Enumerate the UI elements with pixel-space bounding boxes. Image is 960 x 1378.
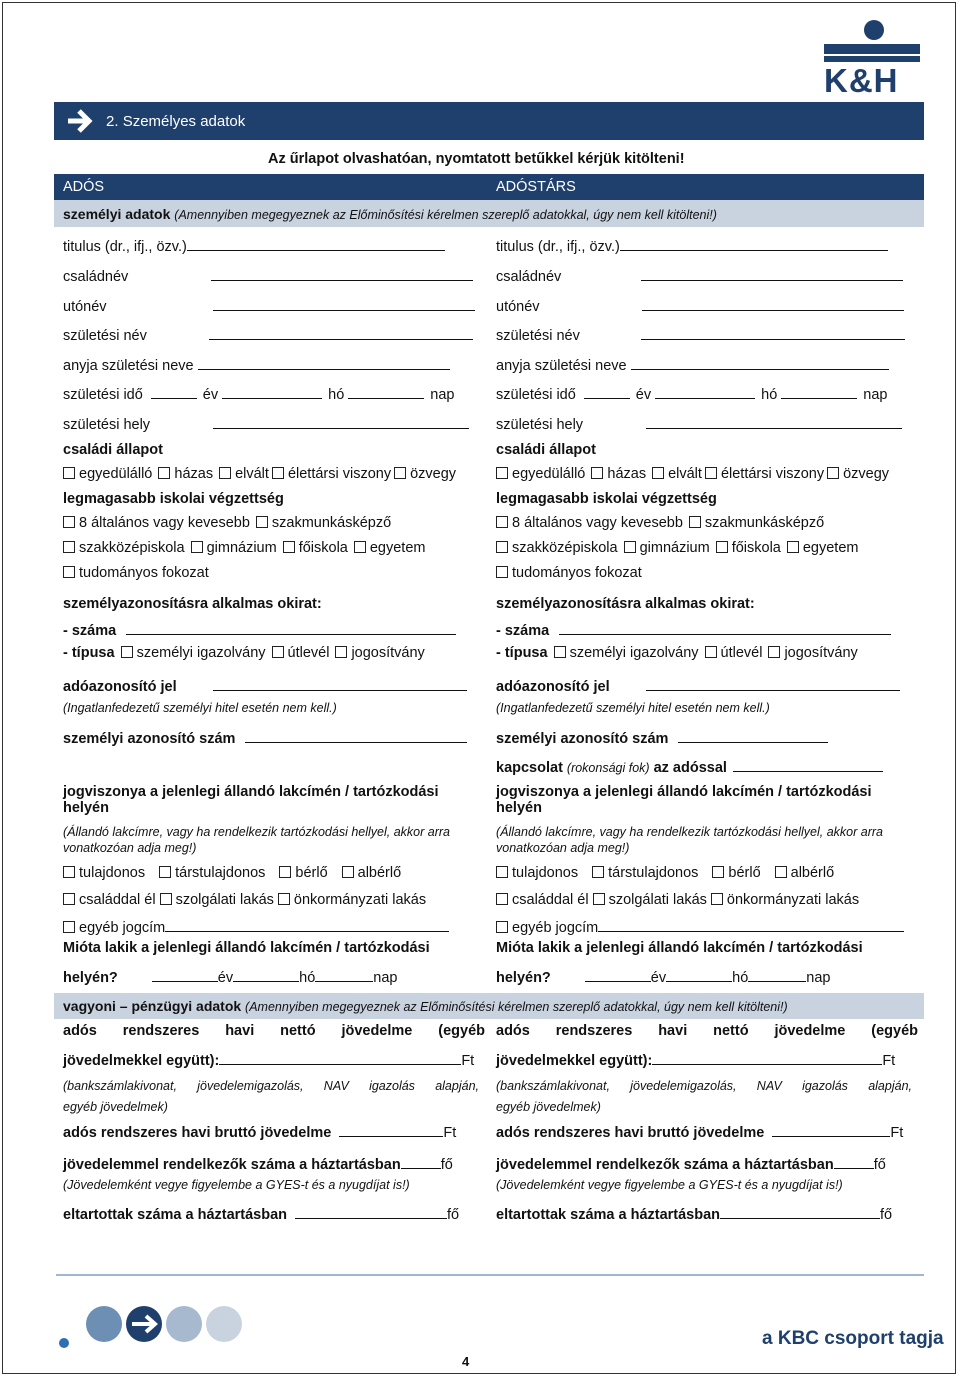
logo-text: K&H xyxy=(824,62,899,99)
hazas-label: házas xyxy=(607,466,647,482)
miota-ho-label: hó xyxy=(299,970,316,986)
vegzettseg-options-1 xyxy=(496,515,824,531)
elvalt-checkbox[interactable] xyxy=(219,467,231,479)
jovedelemmel-label: jövedelemmel rendelkezők száma a háztartásban xyxy=(496,1157,834,1173)
alberlo-checkbox[interactable] xyxy=(775,866,787,878)
miota-ev-input[interactable] xyxy=(152,967,218,982)
onkormanyzati-label: önkormányzati lakás xyxy=(293,892,427,908)
egyedulallo-label: egyedülálló xyxy=(512,466,586,482)
szemelyi-ig-checkbox[interactable] xyxy=(121,646,133,658)
brutto-row xyxy=(63,1122,456,1141)
szolgalati-checkbox[interactable] xyxy=(160,893,172,905)
netto-note-row-2 xyxy=(496,1099,601,1115)
szakkozep-checkbox[interactable] xyxy=(63,541,75,553)
szuletesi-ho-input[interactable] xyxy=(655,384,755,399)
netto-input[interactable] xyxy=(652,1050,882,1065)
alberlo-label: albérlő xyxy=(357,865,402,881)
adoazonosito-note: (Ingatlanfedezetű személyi hitel esetén nem kell.) xyxy=(496,701,770,715)
utonev-input[interactable] xyxy=(213,296,475,311)
szemelyi-azon-label: személyi azonosító szám xyxy=(63,731,236,747)
vegzettseg-row xyxy=(63,491,284,507)
szolgalati-label: szolgálati lakás xyxy=(175,892,274,908)
titulus-row xyxy=(496,236,888,255)
anyja-input[interactable] xyxy=(198,355,450,370)
szuletesi-ido-label: születési idő xyxy=(63,387,143,403)
jogositvany-label: jogosítvány xyxy=(351,645,425,661)
utonev-label: utónév xyxy=(496,299,540,315)
miota-ev-input[interactable] xyxy=(585,967,651,982)
kapcsolat-post: az adóssal xyxy=(653,760,727,776)
jovedelemmel-label: jövedelemmel rendelkezők száma a háztartásban xyxy=(63,1157,401,1173)
okirat-szama-row xyxy=(63,620,456,639)
miota-label: Mióta lakik a jelenlegi állandó lakcímén / tartózkodási xyxy=(496,940,863,956)
helyen-row xyxy=(63,967,397,986)
netto-row-1 xyxy=(496,1023,918,1039)
okirat-szama-row xyxy=(496,620,891,639)
csaladnev-row xyxy=(496,266,903,285)
csaladdal-label: családdal él xyxy=(79,892,156,908)
szuletesi-nap-input[interactable] xyxy=(781,384,857,399)
anyja-label: anyja születési neve xyxy=(496,358,627,374)
hazas-label: házas xyxy=(174,466,214,482)
csaladdal-checkbox[interactable] xyxy=(496,893,508,905)
egyetem-label: egyetem xyxy=(802,540,859,556)
kapcsolat-input[interactable] xyxy=(733,757,883,772)
egyedulallo-checkbox[interactable] xyxy=(496,467,508,479)
elvalt-label: elvált xyxy=(668,466,702,482)
berlo-checkbox[interactable] xyxy=(712,866,724,878)
tarstulajdonos-checkbox[interactable] xyxy=(592,866,604,878)
brutto-row xyxy=(496,1122,903,1141)
egyedulallo-label: egyedülálló xyxy=(79,466,153,482)
szuletesi-ev-input[interactable] xyxy=(151,384,197,399)
jovedelemmel-row xyxy=(63,1154,453,1173)
csaladi-allapot-options xyxy=(496,466,889,482)
szuletesi-hely-label: születési hely xyxy=(496,417,584,433)
miota-nap-input[interactable] xyxy=(748,967,806,982)
footer-tagline: a KBC csoport tagja xyxy=(762,1328,944,1349)
party-header-bar xyxy=(54,174,924,200)
szakkozep-label: szakközépiskola xyxy=(512,540,618,556)
ho-label: hó xyxy=(328,387,345,403)
kapcsolat-label: kapcsolat xyxy=(496,760,563,776)
instruction-text: Az űrlapot olvashatóan, nyomtatott betűkkel kérjük kitölteni! xyxy=(268,151,685,167)
miota-row xyxy=(496,940,863,956)
hazas-checkbox[interactable] xyxy=(591,467,603,479)
brutto-ft: Ft xyxy=(443,1125,457,1141)
vegzettseg-options-1 xyxy=(63,515,391,531)
tarstulajdonos-checkbox[interactable] xyxy=(159,866,171,878)
szakmunkas-label: szakmunkásképző xyxy=(704,515,825,531)
kapcsolat-note: (rokonsági fok) xyxy=(566,761,650,775)
netto-row-2 xyxy=(496,1050,895,1069)
szuletesi-nev-row xyxy=(496,325,905,344)
gimnazium-label: gimnázium xyxy=(639,540,710,556)
szuletesi-ido-label: születési idő xyxy=(496,387,576,403)
utonev-label: utónév xyxy=(63,299,107,315)
vegzettseg-options-3 xyxy=(496,565,642,581)
szuletesi-nev-input[interactable] xyxy=(209,325,473,340)
utlevel-label: útlevél xyxy=(287,645,330,661)
titulus-label: titulus (dr., ifj., özv.) xyxy=(63,239,187,255)
szama-label: - száma xyxy=(496,623,550,639)
szakkozep-checkbox[interactable] xyxy=(496,541,508,553)
netto-label-1: adós rendszeres havi nettó jövedelme (egyéb xyxy=(496,1023,918,1039)
eltartottak-label: eltartottak száma a háztartásban xyxy=(63,1207,288,1223)
egyetem-checkbox[interactable] xyxy=(787,541,799,553)
kapcsolat-row xyxy=(496,757,883,776)
csaladi-allapot-row xyxy=(63,442,163,458)
netto-label-1: adós rendszeres havi nettó jövedelme (egyéb xyxy=(63,1023,485,1039)
csaladdal-checkbox[interactable] xyxy=(63,893,75,905)
vegzettseg-row xyxy=(496,491,717,507)
utonev-row xyxy=(496,296,904,315)
miota-ho-label: hó xyxy=(732,970,749,986)
szuletesi-hely-input[interactable] xyxy=(646,414,902,429)
anyja-row xyxy=(63,355,450,374)
elettarsi-label: élettársi viszony xyxy=(720,466,825,482)
szemelyi-ig-checkbox[interactable] xyxy=(554,646,566,658)
ozvegy-checkbox[interactable] xyxy=(827,467,839,479)
szuletesi-nev-input[interactable] xyxy=(641,325,905,340)
onkormanyzati-checkbox[interactable] xyxy=(711,893,723,905)
eltartottak-row xyxy=(63,1204,459,1223)
eltartottak-label: eltartottak száma a háztartásban xyxy=(496,1207,721,1223)
szemelyi-azon-input[interactable] xyxy=(245,728,467,743)
szuletesi-nev-row xyxy=(63,325,473,344)
netto-label-2: jövedelmekkel együtt): xyxy=(63,1053,220,1069)
brutto-ft: Ft xyxy=(890,1125,904,1141)
adoazonosito-row xyxy=(496,676,900,695)
elettarsi-checkbox[interactable] xyxy=(705,467,717,479)
gimnazium-checkbox[interactable] xyxy=(624,541,636,553)
adostars-header: ADÓSTÁRS xyxy=(496,179,576,195)
okirat-tipusa-row xyxy=(496,645,858,661)
szuletesi-ido-row xyxy=(496,384,887,403)
helyen-label: helyén? xyxy=(63,970,118,986)
csaladnev-input[interactable] xyxy=(641,266,903,281)
footer-divider xyxy=(56,1274,924,1276)
gyes-note: (Jövedelemként vegye figyelembe a GYES-t és a nyugdíjat is!) xyxy=(496,1178,843,1192)
tarstulajdonos-label: társtulajdonos xyxy=(608,865,699,881)
personal-band-note: (Amennyiben megegyeznek az Előminősítési kérelmen szereplő adatokkal, úgy nem kell kitölteni!) xyxy=(174,208,717,222)
jogviszony-label: jogviszonya a jelenlegi állandó lakcímén / tartózkodási helyén xyxy=(496,784,872,816)
tulajdonos-checkbox[interactable] xyxy=(63,866,75,878)
utonev-input[interactable] xyxy=(642,296,904,311)
vegzettseg-options-2 xyxy=(63,540,425,556)
adoazonosito-row xyxy=(63,676,467,695)
szolgalati-checkbox[interactable] xyxy=(593,893,605,905)
tulajdonos-label: tulajdonos xyxy=(79,865,146,881)
egyeb-jogcim-row xyxy=(63,917,449,936)
alberlo-checkbox[interactable] xyxy=(342,866,354,878)
csaladi-allapot-row xyxy=(496,442,596,458)
eltartottak-fo: fő xyxy=(447,1207,460,1223)
miota-ho-input[interactable] xyxy=(666,967,732,982)
csaladdal-label: családdal él xyxy=(512,892,589,908)
ev-label: év xyxy=(202,387,219,403)
brutto-label: adós rendszeres havi bruttó jövedelme xyxy=(63,1125,332,1141)
egyeb-jogcim-checkbox[interactable] xyxy=(496,921,508,933)
vegzettseg-label: legmagasabb iskolai végzettség xyxy=(496,491,717,507)
netto-note-row-1 xyxy=(63,1078,479,1094)
netto-label-2: jövedelmekkel együtt): xyxy=(496,1053,653,1069)
personal-band xyxy=(54,200,924,227)
szuletesi-hely-label: születési hely xyxy=(63,417,151,433)
jogviszony-note: (Állandó lakcímre, vagy ha rendelkezik tartózkodási hellyel, akkor arra vonatkozóan adja meg!) xyxy=(63,825,450,855)
elettarsi-checkbox[interactable] xyxy=(272,467,284,479)
tulajdonos-checkbox[interactable] xyxy=(496,866,508,878)
kh-logo xyxy=(822,18,922,98)
netto-note-2: egyéb jövedelmek) xyxy=(496,1100,601,1114)
csaladi-allapot-label: családi állapot xyxy=(63,442,163,458)
jogositvany-label: jogosítvány xyxy=(784,645,858,661)
egyedulallo-checkbox[interactable] xyxy=(63,467,75,479)
foiskola-checkbox[interactable] xyxy=(716,541,728,553)
csaladi-allapot-options xyxy=(63,466,456,482)
csaladnev-input[interactable] xyxy=(211,266,473,281)
szakkozep-label: szakközépiskola xyxy=(79,540,185,556)
brutto-label: adós rendszeres havi bruttó jövedelme xyxy=(496,1125,765,1141)
jogviszony-options-1 xyxy=(496,865,834,881)
elvalt-checkbox[interactable] xyxy=(652,467,664,479)
gyes-note-row xyxy=(63,1177,410,1193)
tudomanyos-checkbox[interactable] xyxy=(496,566,508,578)
okirat-tipusa-row xyxy=(63,645,425,661)
berlo-label: bérlő xyxy=(295,865,328,881)
egyetem-checkbox[interactable] xyxy=(354,541,366,553)
jogviszony-options-2 xyxy=(63,892,426,908)
adoazonosito-label: adóazonosító jel xyxy=(496,679,610,695)
netto-note-row-2 xyxy=(63,1099,168,1115)
szakmunkas-label: szakmunkásképző xyxy=(271,515,392,531)
ozvegy-label: özvegy xyxy=(410,466,457,482)
foiskola-label: főiskola xyxy=(731,540,781,556)
altalanos-label: 8 általános vagy kevesebb xyxy=(79,515,250,531)
netto-ft: Ft xyxy=(882,1053,896,1069)
egyeb-jogcim-row xyxy=(496,917,904,936)
szuletesi-nev-label: születési név xyxy=(63,328,147,344)
miota-nap-label: nap xyxy=(806,970,831,986)
brutto-input[interactable] xyxy=(339,1122,443,1137)
eltartottak-fo: fő xyxy=(880,1207,893,1223)
helyen-label: helyén? xyxy=(496,970,551,986)
netto-input[interactable] xyxy=(219,1050,461,1065)
elvalt-label: elvált xyxy=(235,466,269,482)
vegzettseg-options-3 xyxy=(63,565,209,581)
netto-ft: Ft xyxy=(461,1053,475,1069)
szama-label: - száma xyxy=(63,623,117,639)
utonev-row xyxy=(63,296,475,315)
titulus-input[interactable] xyxy=(187,236,445,251)
alberlo-label: albérlő xyxy=(790,865,835,881)
tulajdonos-label: tulajdonos xyxy=(512,865,579,881)
egyetem-label: egyetem xyxy=(369,540,426,556)
okirat-label: személyazonosításra alkalmas okirat: xyxy=(496,596,755,612)
szemelyi-azon-label: személyi azonosító szám xyxy=(496,731,669,747)
financial-band xyxy=(54,993,924,1019)
titulus-label: titulus (dr., ifj., özv.) xyxy=(496,239,620,255)
adoazonosito-note: (Ingatlanfedezetű személyi hitel esetén nem kell.) xyxy=(63,701,337,715)
miota-row xyxy=(63,940,430,956)
szuletesi-hely-row xyxy=(63,414,469,433)
foiskola-checkbox[interactable] xyxy=(283,541,295,553)
anyja-label: anyja születési neve xyxy=(63,358,194,374)
vegzettseg-options-2 xyxy=(496,540,858,556)
szemelyi-ig-label: személyi igazolvány xyxy=(136,645,266,661)
arrow-right-icon xyxy=(66,108,94,138)
tipusa-label: - típusa xyxy=(63,645,115,661)
szuletesi-ev-input[interactable] xyxy=(584,384,630,399)
jogviszony-note-row xyxy=(496,824,914,856)
personal-band-label: személyi adatok xyxy=(63,206,171,222)
eltartottak-input[interactable] xyxy=(720,1204,880,1219)
miota-nap-input[interactable] xyxy=(315,967,373,982)
elettarsi-label: élettársi viszony xyxy=(287,466,392,482)
okirat-szama-input[interactable] xyxy=(559,620,891,635)
section-number: 2. xyxy=(106,113,119,130)
ho-label: hó xyxy=(761,387,778,403)
szolgalati-label: szolgálati lakás xyxy=(608,892,707,908)
jogviszony-options-1 xyxy=(63,865,401,881)
miota-ev-label: év xyxy=(217,970,234,986)
szuletesi-nev-label: születési név xyxy=(496,328,580,344)
szuletesi-hely-input[interactable] xyxy=(213,414,469,429)
jogositvany-checkbox[interactable] xyxy=(335,646,347,658)
csaladnev-label: családnév xyxy=(63,269,129,285)
jogviszony-note-row xyxy=(63,824,481,856)
foiskola-label: főiskola xyxy=(298,540,348,556)
csaladi-allapot-label: családi állapot xyxy=(496,442,596,458)
csaladnev-label: családnév xyxy=(496,269,562,285)
jogviszony-note: (Állandó lakcímre, vagy ha rendelkezik tartózkodási hellyel, akkor arra vonatkozóan adja meg!) xyxy=(496,825,883,855)
anyja-input[interactable] xyxy=(631,355,889,370)
titulus-input[interactable] xyxy=(620,236,888,251)
netto-note-1: (bankszámlakivonat, jövedelemigazolás, NAV igazolás alapján, xyxy=(63,1079,479,1093)
page-number: 4 xyxy=(462,1354,470,1369)
miota-label: Mióta lakik a jelenlegi állandó lakcímén / tartózkodási xyxy=(63,940,430,956)
onkormanyzati-checkbox[interactable] xyxy=(278,893,290,905)
vegzettseg-label: legmagasabb iskolai végzettség xyxy=(63,491,284,507)
szemelyi-azon-row xyxy=(496,728,828,747)
okirat-row xyxy=(63,596,322,612)
miota-ho-input[interactable] xyxy=(233,967,299,982)
ev-label: év xyxy=(635,387,652,403)
jovedelemmel-fo: fő xyxy=(440,1157,453,1173)
egyeb-jogcim-input[interactable] xyxy=(598,917,904,932)
okirat-row xyxy=(496,596,755,612)
jovedelemmel-input[interactable] xyxy=(834,1154,874,1169)
gyes-note-row xyxy=(496,1177,843,1193)
jogviszony-label: jogviszonya a jelenlegi állandó lakcímén / tartózkodási helyén xyxy=(63,784,439,816)
helyen-row xyxy=(496,967,830,986)
nap-label: nap xyxy=(430,387,455,403)
szemelyi-ig-label: személyi igazolvány xyxy=(569,645,699,661)
eltartottak-row xyxy=(496,1204,892,1223)
utlevel-label: útlevél xyxy=(720,645,763,661)
utlevel-checkbox[interactable] xyxy=(272,646,284,658)
utlevel-checkbox[interactable] xyxy=(705,646,717,658)
titulus-row xyxy=(63,236,445,255)
tudomanyos-checkbox[interactable] xyxy=(63,566,75,578)
tudomanyos-label: tudományos fokozat xyxy=(79,565,209,581)
szuletesi-hely-row xyxy=(496,414,902,433)
adoazonosito-note-row xyxy=(496,700,770,716)
altalanos-checkbox[interactable] xyxy=(63,516,75,528)
ozvegy-label: özvegy xyxy=(843,466,890,482)
onkormanyzati-label: önkormányzati lakás xyxy=(726,892,860,908)
altalanos-checkbox[interactable] xyxy=(496,516,508,528)
egyeb-jogcim-label: egyéb jogcím xyxy=(512,920,599,936)
csaladnev-row xyxy=(63,266,473,285)
netto-note-1: (bankszámlakivonat, jövedelemigazolás, NAV igazolás alapján, xyxy=(496,1079,912,1093)
adoazonosito-input[interactable] xyxy=(213,676,467,691)
szemelyi-azon-input[interactable] xyxy=(678,728,828,743)
jovedelemmel-row xyxy=(496,1154,886,1173)
egyeb-jogcim-input[interactable] xyxy=(165,917,449,932)
ados-header: ADÓS xyxy=(63,179,105,195)
jogositvany-checkbox[interactable] xyxy=(768,646,780,658)
section-title: Személyes adatok xyxy=(122,113,246,130)
okirat-label: személyazonosításra alkalmas okirat: xyxy=(63,596,322,612)
nap-label: nap xyxy=(863,387,888,403)
financial-band-label: vagyoni – pénzügyi adatok xyxy=(63,998,242,1014)
anyja-row xyxy=(496,355,889,374)
jogviszony-options-2 xyxy=(496,892,859,908)
miota-nap-label: nap xyxy=(373,970,398,986)
egyeb-jogcim-label: egyéb jogcím xyxy=(79,920,166,936)
footer-nav-icons xyxy=(56,1302,256,1356)
altalanos-label: 8 általános vagy kevesebb xyxy=(512,515,683,531)
adoazonosito-label: adóazonosító jel xyxy=(63,679,177,695)
netto-row-1 xyxy=(63,1023,485,1039)
szakmunkas-checkbox[interactable] xyxy=(256,516,268,528)
netto-note-2: egyéb jövedelmek) xyxy=(63,1100,168,1114)
gimnazium-checkbox[interactable] xyxy=(191,541,203,553)
eltartottak-input[interactable] xyxy=(295,1204,447,1219)
adoazonosito-note-row xyxy=(63,700,337,716)
tipusa-label: - típusa xyxy=(496,645,548,661)
tudomanyos-label: tudományos fokozat xyxy=(512,565,642,581)
szuletesi-nap-input[interactable] xyxy=(348,384,424,399)
hazas-checkbox[interactable] xyxy=(158,467,170,479)
adoazonosito-input[interactable] xyxy=(646,676,900,691)
jovedelemmel-input[interactable] xyxy=(401,1154,441,1169)
szuletesi-ho-input[interactable] xyxy=(222,384,322,399)
financial-band-note: (Amennyiben megegyeznek az Előminősítési kérelmen szereplő adatokkal, úgy nem kell kitölteni!) xyxy=(245,1000,788,1014)
jovedelemmel-fo: fő xyxy=(873,1157,886,1173)
okirat-szama-input[interactable] xyxy=(126,620,456,635)
szuletesi-ido-row xyxy=(63,384,454,403)
miota-ev-label: év xyxy=(650,970,667,986)
berlo-label: bérlő xyxy=(728,865,761,881)
jogviszony-row xyxy=(63,784,479,816)
gimnazium-label: gimnázium xyxy=(206,540,277,556)
brutto-input[interactable] xyxy=(772,1122,890,1137)
egyeb-jogcim-checkbox[interactable] xyxy=(63,921,75,933)
szemelyi-azon-row xyxy=(63,728,467,747)
section-header xyxy=(54,102,924,140)
gyes-note: (Jövedelemként vegye figyelembe a GYES-t és a nyugdíjat is!) xyxy=(63,1178,410,1192)
netto-note-row-1 xyxy=(496,1078,912,1094)
tarstulajdonos-label: társtulajdonos xyxy=(175,865,266,881)
ozvegy-checkbox[interactable] xyxy=(394,467,406,479)
jogviszony-row xyxy=(496,784,912,816)
netto-row-2 xyxy=(63,1050,474,1069)
szakmunkas-checkbox[interactable] xyxy=(689,516,701,528)
berlo-checkbox[interactable] xyxy=(279,866,291,878)
